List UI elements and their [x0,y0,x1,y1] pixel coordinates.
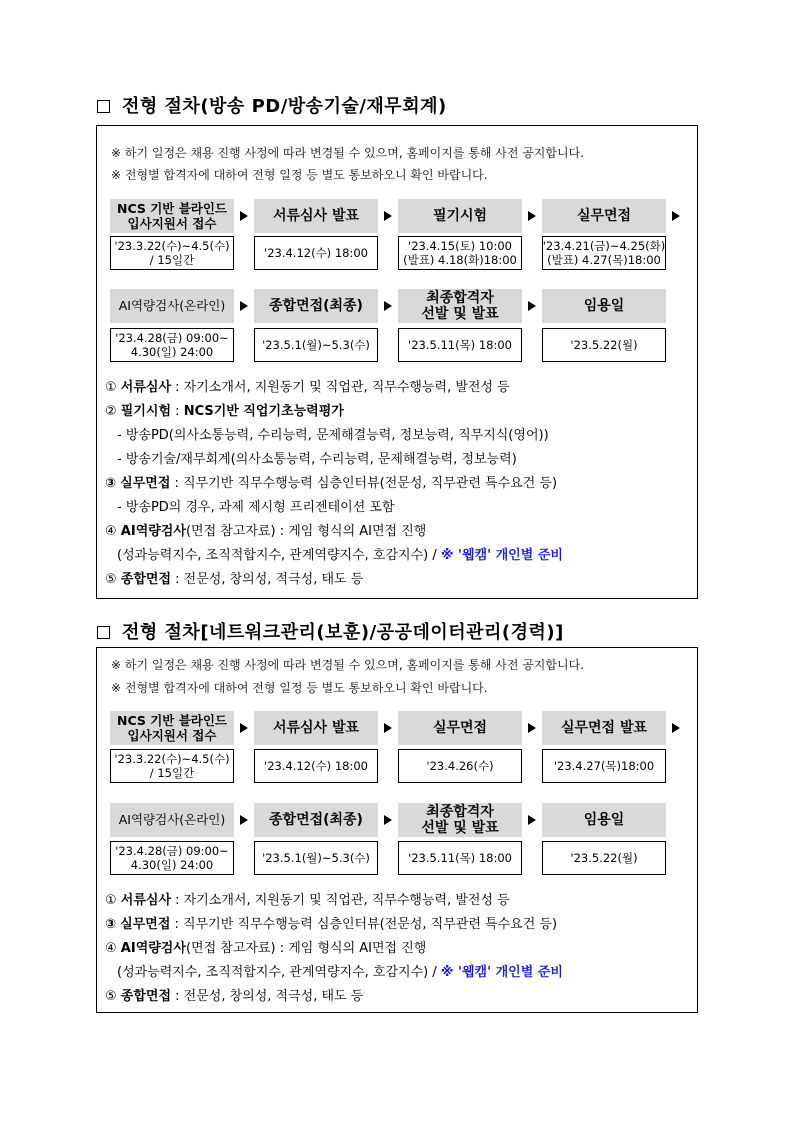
arrow-icon [240,301,248,311]
detail-text: : 직무기반 직무수행능력 심층인터뷰(전문성, 직무관련 특수요건 등) [170,476,558,491]
section2-panel [96,647,698,1013]
step-label: 실무면접 [542,199,666,233]
arrow-icon [672,723,680,733]
arrow-icon [384,211,392,221]
step-label: 최종합격자 선발 및 발표 [398,289,522,323]
detail-number: ⑤ [105,572,117,587]
step-label: AI역량검사(온라인) [110,803,234,837]
notice-line: ※ 하기 일정은 채용 진행 사정에 따라 변경될 수 있으며, 홈페이지를 통해 사전 공지합니다. [111,146,584,160]
detail-text: : 자기소개서, 지원동기 및 직업관, 직무수행능력, 발전성 등 [171,893,510,908]
detail-heading: 서류심사 [120,893,172,908]
step-label: 실무면접 발표 [542,711,666,745]
detail-item [105,572,363,588]
detail-item [105,380,510,396]
detail-number: ① [105,380,117,395]
detail-number: ② [105,404,117,419]
detail-number: ③ [105,476,117,491]
detail-item [105,941,426,957]
step-date: '23.5.22(월) [542,328,666,362]
section1-title-text: 전형 절차(방송 PD/방송기술/재무회계) [122,96,447,117]
detail-sub: - 방송PD(의사소통능력, 수리능력, 문제해결능력, 정보능력, 직무지식(영어)) [117,428,549,443]
arrow-icon [240,211,248,221]
section2-title [97,618,564,644]
detail-sub: - 방송PD의 경우, 과제 제시형 프리젠테이션 포함 [117,500,395,515]
step-label: 임용일 [542,289,666,323]
detail-heading: 종합면접 [120,572,172,587]
detail-item [105,989,363,1005]
detail-heading: 서류심사 [120,380,172,395]
arrow-icon [528,815,536,825]
detail-text: (성과능력지수, 조직적합지수, 관계역량지수, 호감지수) / [117,965,441,980]
checkbox-icon [97,100,110,113]
arrow-icon [528,723,536,733]
notice-line: ※ 전형별 합격자에 대하여 전형 일정 등 별도 통보하오니 확인 바랍니다. [111,681,488,695]
notice-line: ※ 하기 일정은 채용 진행 사정에 따라 변경될 수 있으며, 홈페이지를 통해 사전 공지합니다. [111,658,584,672]
checkbox-icon [97,626,110,639]
step-date: '23.5.1(월)~5.3(수) [254,841,378,875]
step-date: '23.4.21(금)~4.25(화) (발표) 4.27(목)18:00 [542,236,666,270]
detail-heading: 필기시험 [120,404,172,419]
detail-item [105,917,557,933]
step-label: 실무면접 [398,711,522,745]
detail-text: : [171,404,184,419]
detail-number: ③ [105,917,117,932]
detail-item [105,524,426,540]
detail-text: : 자기소개서, 지원동기 및 직업관, 직무수행능력, 발전성 등 [171,380,510,395]
step-label: 종합면접(최종) [254,803,378,837]
step-date: '23.4.28(금) 09:00~ 4.30(일) 24:00 [110,328,234,362]
detail-text: (면접 참고자료) : 게임 형식의 AI면접 진행 [185,941,427,956]
webcam-notice: ※ '웹캠' 개인별 준비 [440,548,563,563]
arrow-icon [528,301,536,311]
detail-item [105,476,557,492]
arrow-icon [240,723,248,733]
detail-text: : 전문성, 창의성, 적극성, 태도 등 [171,572,364,587]
step-date: '23.4.27(목)18:00 [542,749,666,783]
detail-number: ⑤ [105,989,117,1004]
step-label: 서류심사 발표 [254,199,378,233]
step-date: '23.4.12(수) 18:00 [254,236,378,270]
detail-number: ① [105,893,117,908]
section2-title-text: 전형 절차[네트워크관리(보훈)/공공데이터관리(경력)] [122,622,564,643]
detail-heading: 종합면접 [120,989,172,1004]
arrow-icon [384,301,392,311]
step-label: NCS 기반 블라인드 입사지원서 접수 [110,711,234,745]
step-label: 종합면접(최종) [254,289,378,323]
detail-sub [117,965,563,981]
step-date: '23.5.11(목) 18:00 [398,841,522,875]
detail-sub: - 방송기술/재무회계(의사소통능력, 수리능력, 문제해결능력, 정보능력) [117,452,517,467]
step-date: '23.3.22(수)~4.5(수) / 15일간 [110,749,234,783]
arrow-icon [384,815,392,825]
arrow-icon [384,723,392,733]
step-date: '23.4.26(수) [398,749,522,783]
step-label: 최종합격자 선발 및 발표 [398,803,522,837]
detail-heading: 실무면접 [120,917,171,932]
detail-item [105,893,510,909]
step-date: '23.3.22(수)~4.5(수) / 15일간 [110,236,234,270]
detail-number: ④ [105,524,117,539]
section1-title [97,92,447,118]
webcam-notice: ※ '웹캠' 개인별 준비 [440,965,563,980]
step-label: 서류심사 발표 [254,711,378,745]
step-label: NCS 기반 블라인드 입사지원서 접수 [110,199,234,233]
detail-text: (면접 참고자료) : 게임 형식의 AI면접 진행 [185,524,427,539]
step-date: '23.4.28(금) 09:00~ 4.30(일) 24:00 [110,841,234,875]
detail-number: ④ [105,941,117,956]
notice-line: ※ 전형별 합격자에 대하여 전형 일정 등 별도 통보하오니 확인 바랍니다. [111,168,488,182]
step-label: 필기시험 [398,199,522,233]
section1-panel [96,125,698,599]
detail-sub [117,548,563,564]
arrow-icon [528,211,536,221]
detail-heading: AI역량검사 [120,941,186,956]
step-label: 임용일 [542,803,666,837]
step-date: '23.4.12(수) 18:00 [254,749,378,783]
detail-text: (성과능력지수, 조직적합지수, 관계역량지수, 호감지수) / [117,548,441,563]
step-date: '23.5.11(목) 18:00 [398,328,522,362]
arrow-icon [672,211,680,221]
step-label: AI역량검사(온라인) [110,289,234,323]
detail-heading: AI역량검사 [120,524,186,539]
detail-heading: NCS기반 직업기초능력평가 [183,404,344,419]
step-date: '23.4.15(토) 10:00 (발표) 4.18(화)18:00 [398,236,522,270]
detail-text: : 전문성, 창의성, 적극성, 태도 등 [171,989,364,1004]
step-date: '23.5.1(월)~5.3(수) [254,328,378,362]
arrow-icon [240,815,248,825]
step-date: '23.5.22(월) [542,841,666,875]
detail-item [105,404,344,420]
detail-heading: 실무면접 [120,476,171,491]
detail-text: : 직무기반 직무수행능력 심층인터뷰(전문성, 직무관련 특수요건 등) [170,917,558,932]
